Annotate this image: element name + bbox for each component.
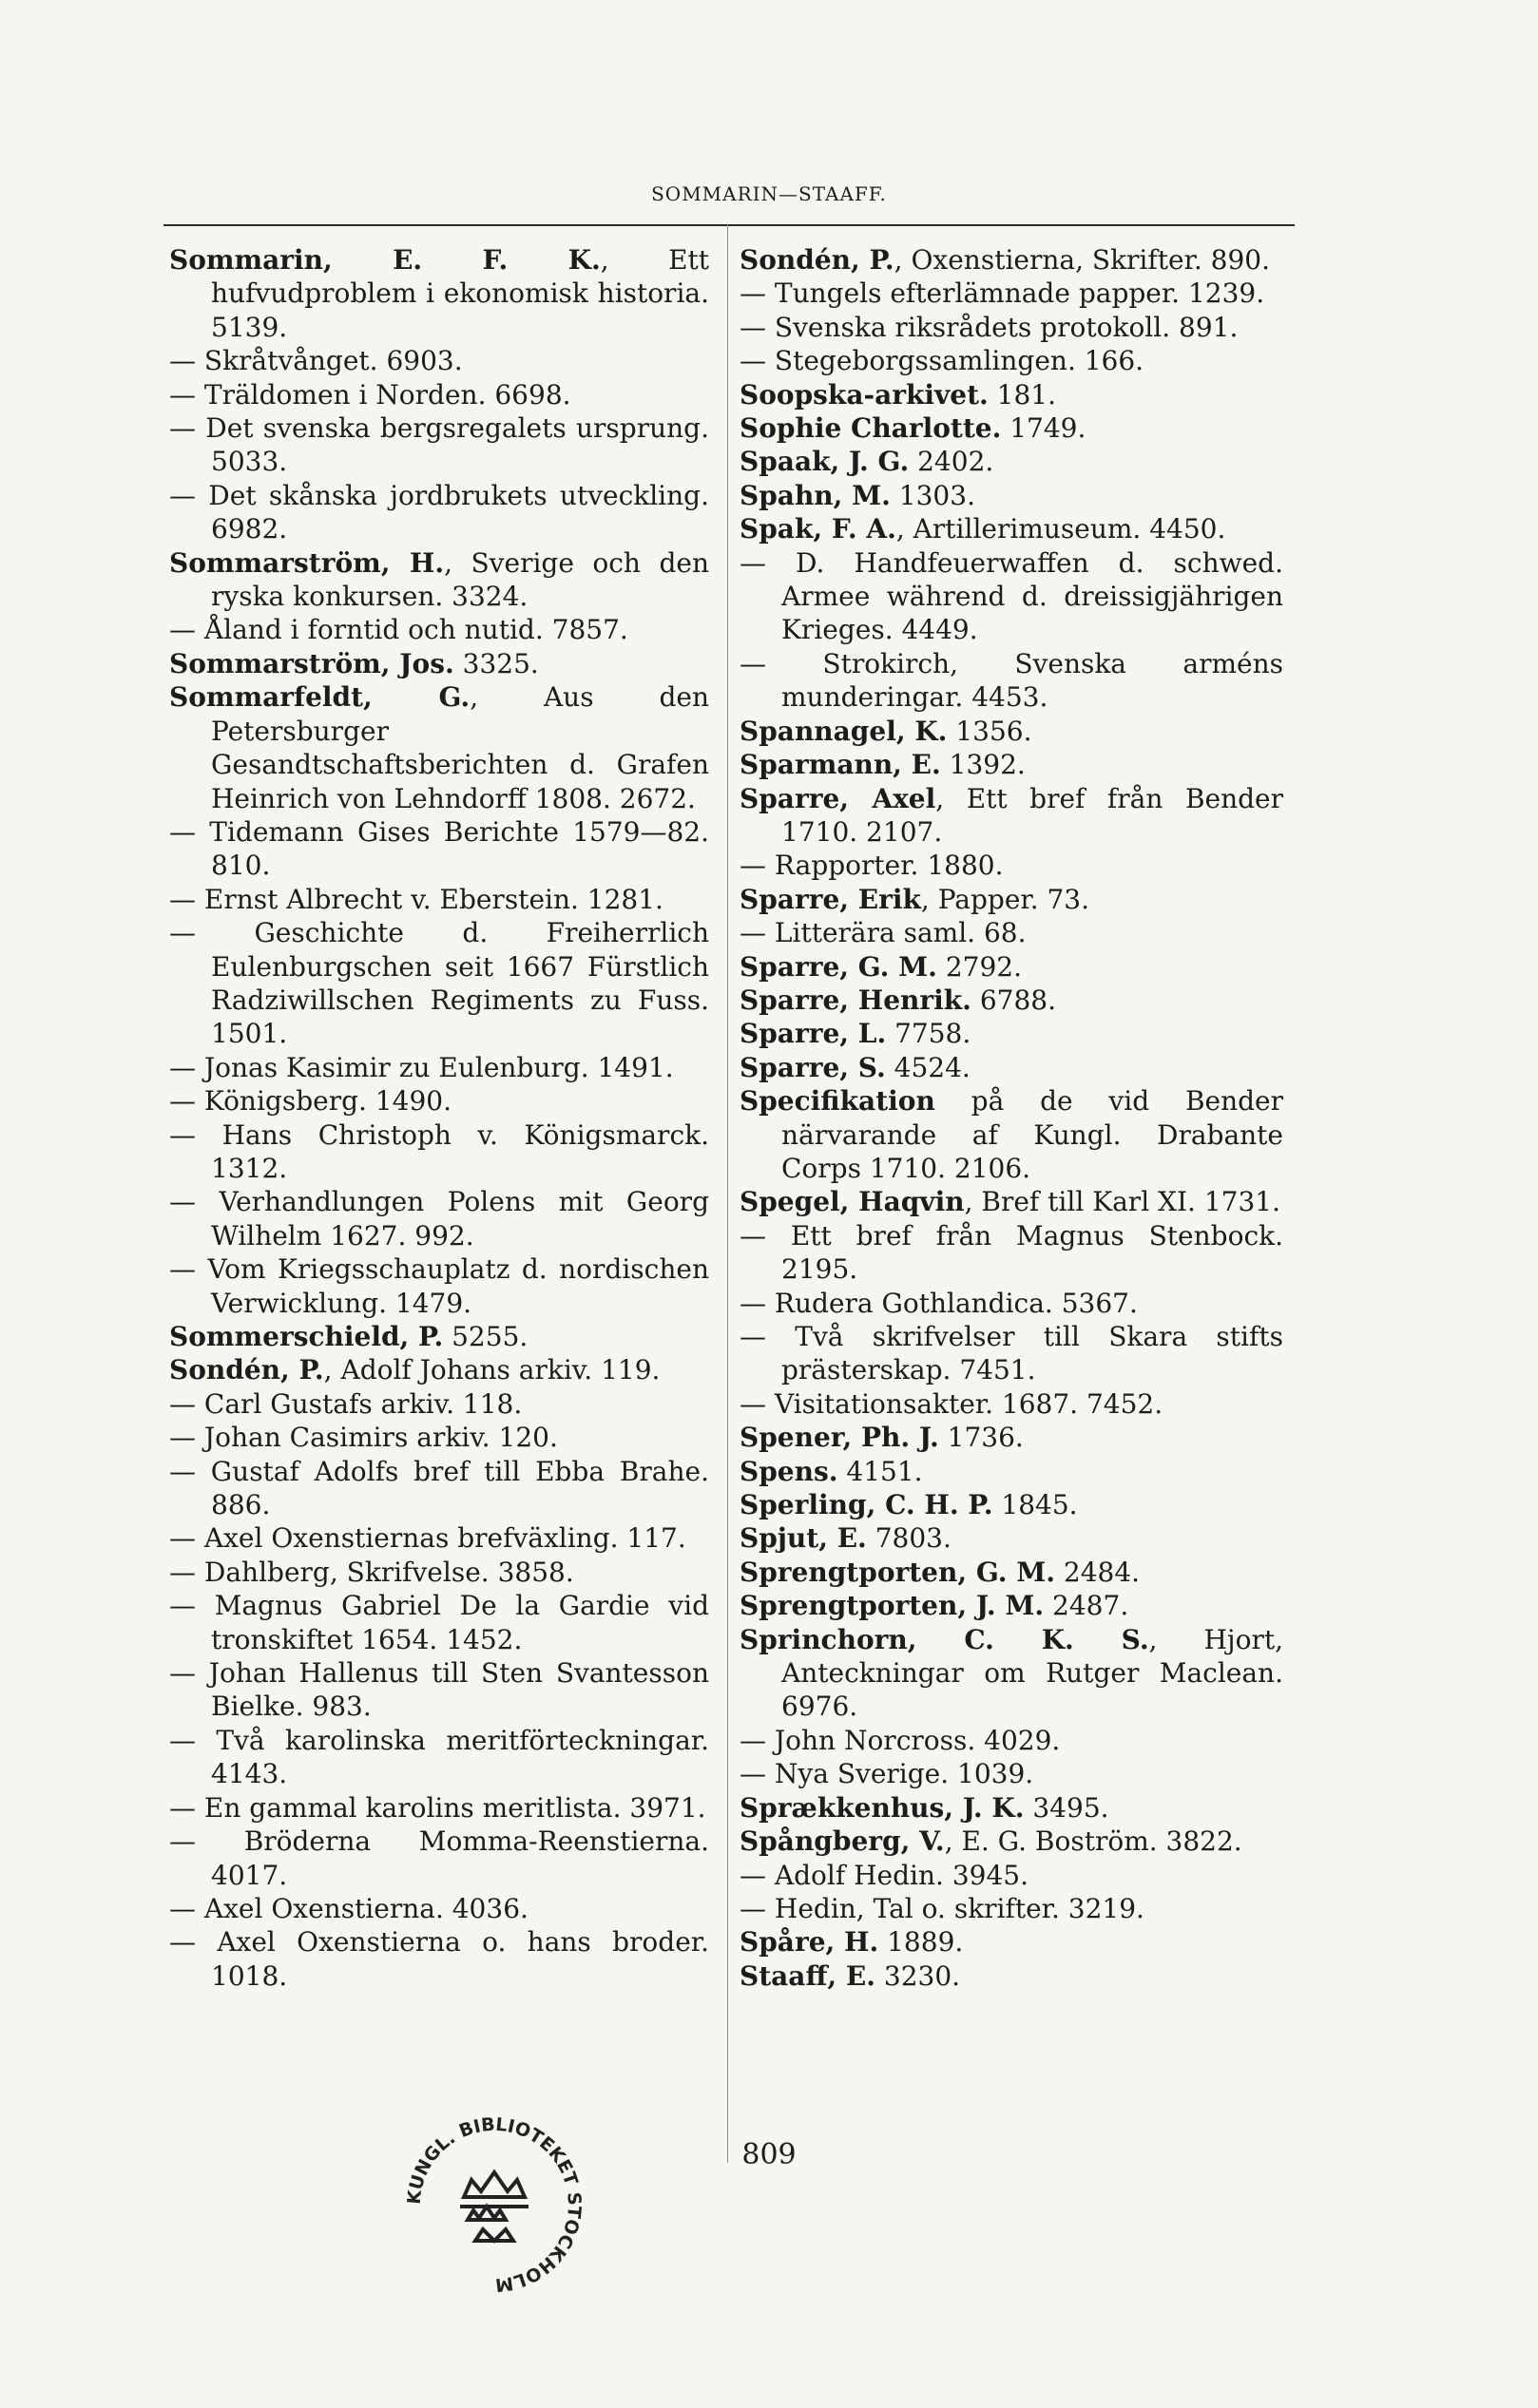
right-entry: [740, 1925, 1283, 1959]
entry-text: 2487.: [1044, 1590, 1129, 1622]
entry-headword: Sparre, Axel: [740, 782, 936, 814]
entry-headword: Sommarin, E. F. K.: [169, 244, 601, 276]
entry-text: 3495.: [1024, 1791, 1109, 1824]
right-entry: [740, 1219, 1283, 1287]
entry-text: — En gammal karolins meritlista. 3971.: [169, 1791, 706, 1824]
right-entry: [740, 1623, 1283, 1724]
entry-text: , Adolf Johans arkiv. 119.: [323, 1354, 661, 1386]
entry-text: 1736.: [938, 1422, 1024, 1454]
right-entry: [740, 1017, 1283, 1050]
entry-text: 1845.: [992, 1489, 1078, 1521]
entry-text: 7803.: [866, 1522, 952, 1555]
right-entry: [740, 782, 1283, 850]
right-entry: [740, 1859, 1283, 1892]
right-entry: [740, 950, 1283, 984]
entry-text: 4524.: [885, 1051, 971, 1083]
right-entry: [740, 883, 1283, 916]
entry-text: — Jonas Kasimir zu Eulenburg. 1491.: [169, 1051, 674, 1083]
entry-text: — Två karolinska meritförteckningar. 4143.: [169, 1724, 709, 1790]
entry-text: — Dahlberg, Skrifvelse. 3858.: [169, 1556, 574, 1588]
left-entry: [169, 613, 709, 646]
left-entry: [169, 378, 709, 411]
right-entry: [740, 1757, 1283, 1790]
entry-headword: Sommarström, H.: [169, 546, 445, 579]
stamp-text: KUNGL. BIBLIOTEKET STOCKHOLM: [403, 2113, 586, 2296]
right-entry: [740, 748, 1283, 781]
right-entry: [740, 1791, 1283, 1825]
left-entry: [169, 1724, 709, 1791]
left-entry: [169, 1791, 709, 1825]
entry-text: — Visitationsakter. 1687. 7452.: [740, 1387, 1163, 1420]
entry-text: — Hedin, Tal o. skrifter. 3219.: [740, 1892, 1144, 1924]
left-entry: [169, 1387, 709, 1421]
left-entry: [169, 1589, 709, 1656]
entry-text: — Rapporter. 1880.: [740, 850, 1004, 882]
entry-text: — Königsberg. 1490.: [169, 1085, 452, 1118]
left-entry: [169, 1185, 709, 1252]
right-entry: [740, 1185, 1283, 1218]
entry-text: 5255.: [443, 1321, 529, 1352]
entry-text: 1749.: [1001, 412, 1086, 445]
left-entry: [169, 680, 709, 815]
left-entry: [169, 243, 709, 344]
entry-headword: Sparre, Henrik.: [740, 984, 971, 1016]
right-entry: [740, 984, 1283, 1017]
entry-text: 4151.: [837, 1455, 923, 1487]
entry-text: — Bröderna Momma-Reenstierna. 4017.: [169, 1825, 709, 1891]
left-entry: [169, 1320, 709, 1353]
entry-text: — Skråtvånget. 6903.: [169, 345, 463, 377]
entry-headword: Sparre, Erik: [740, 883, 921, 915]
entry-text: 3325.: [453, 647, 539, 679]
left-entry: [169, 1421, 709, 1454]
entry-text: 7758.: [886, 1018, 971, 1050]
entry-headword: Sondén, P.: [169, 1354, 324, 1386]
entry-text: 2402.: [909, 446, 994, 478]
entry-text: , Aus den Petersburger Gesandtschaftsberichten d. Grafen Heinrich von Lehndorff 1808. 2672.: [211, 681, 709, 814]
left-entry: [169, 1892, 709, 1925]
right-entry: [740, 715, 1283, 748]
left-entry: [169, 1051, 709, 1084]
entry-text: 2484.: [1055, 1556, 1141, 1588]
entry-text: , Oxenstierna, Skrifter. 890.: [894, 244, 1271, 276]
entry-text: — Carl Gustafs arkiv. 118.: [169, 1387, 523, 1420]
right-entry: [740, 1455, 1283, 1488]
entry-text: — Träldomen i Norden. 6698.: [169, 378, 571, 411]
right-entry: [740, 243, 1283, 277]
left-entry: [169, 479, 709, 546]
entry-text: — Axel Oxenstierna. 4036.: [169, 1892, 529, 1924]
page-number: 809: [741, 2138, 797, 2171]
entry-text: — Gustaf Adolfs bref till Ebba Brahe. 886.: [169, 1455, 709, 1521]
right-entry: [740, 1387, 1283, 1421]
entry-text: — Geschichte d. Freiherrlich Eulenburgschen seit 1667 Fürstlich Radziwillschen Regiments zu Fuss. 1501.: [169, 917, 709, 1050]
left-entry: [169, 916, 709, 1051]
right-entry: [740, 479, 1283, 512]
entry-text: — Det svenska bergsregalets ursprung. 5033.: [169, 412, 709, 478]
right-entry: [740, 344, 1283, 377]
entry-text: — Svenska riksrådets protokoll. 891.: [740, 311, 1239, 343]
entry-text: , Artillerimuseum. 4450.: [895, 513, 1226, 545]
left-entry: [169, 1353, 709, 1386]
entry-headword: Spannagel, K.: [740, 715, 948, 747]
entry-text: — Stegeborgssamlingen. 166.: [740, 345, 1144, 377]
right-entry: [740, 1556, 1283, 1589]
left-entry: [169, 1118, 709, 1186]
right-entry: [740, 1488, 1283, 1521]
entry-headword: Spener, Ph. J.: [740, 1422, 939, 1454]
entry-text: — Rudera Gothlandica. 5367.: [740, 1287, 1138, 1319]
entry-text: 1356.: [947, 715, 1032, 747]
left-entry: [169, 1521, 709, 1555]
entry-headword: Spens.: [740, 1455, 838, 1487]
entry-headword: Sparre, S.: [740, 1051, 886, 1083]
right-entry: [740, 1589, 1283, 1622]
entry-headword: Specifikation: [740, 1085, 935, 1118]
entry-text: på de vid Bender närvarande af Kungl. Drabante Corps 1710. 2106.: [781, 1085, 1283, 1184]
entry-headword: Staaff, E.: [740, 1959, 876, 1992]
left-entry: [169, 1925, 709, 1993]
entry-text: , Papper. 73.: [920, 883, 1090, 915]
entry-text: — Strokirch, Svenska arméns munderingar. 4453.: [740, 647, 1283, 714]
entry-headword: Sperling, C. H. P.: [740, 1489, 993, 1521]
entry-text: — Det skånska jordbrukets utveckling. 6982.: [169, 479, 709, 545]
entry-text: — Tungels efterlämnade papper. 1239.: [740, 277, 1265, 310]
entry-headword: Spaak, J. G.: [740, 446, 910, 478]
entry-headword: Sommarström, Jos.: [169, 647, 454, 679]
left-entry: [169, 647, 709, 680]
entry-text: — Adolf Hedin. 3945.: [740, 1859, 1029, 1891]
left-entry: [169, 883, 709, 916]
right-entry: [740, 411, 1283, 445]
entry-headword: Sprengtporten, J. M.: [740, 1590, 1045, 1622]
entry-text: — D. Handfeuerwaffen d. schwed. Armee während d. dreissigjährigen Krieges. 4449.: [740, 546, 1283, 646]
right-entry: [740, 311, 1283, 344]
entry-text: — Johan Hallenus till Sten Svantesson Bielke. 983.: [169, 1657, 709, 1723]
entry-text: , Sverige och den ryska konkursen. 3324.: [211, 546, 709, 613]
left-column: [169, 243, 709, 1993]
entry-headword: Spak, F. A.: [740, 513, 896, 545]
entry-headword: Spahn, M.: [740, 479, 891, 511]
entry-text: , E. G. Boström. 3822.: [944, 1825, 1242, 1858]
left-entry: [169, 1455, 709, 1522]
entry-headword: Sommarfeldt, G.: [169, 681, 471, 714]
column-divider: [727, 224, 728, 2163]
entry-text: — Ernst Albrecht v. Eberstein. 1281.: [169, 883, 663, 915]
entry-text: 3230.: [875, 1959, 961, 1992]
entry-headword: Sommerschield, P.: [169, 1321, 444, 1352]
entry-text: — Två skrifvelser till Skara stifts prästerskap. 7451.: [740, 1321, 1283, 1386]
entry-text: — Litterära saml. 68.: [740, 917, 1027, 949]
crown-seal-icon: [399, 2110, 589, 2300]
entry-text: 181.: [988, 378, 1057, 411]
entry-headword: Sparmann, E.: [740, 749, 941, 781]
entry-headword: Spåre, H.: [740, 1926, 879, 1959]
entry-text: — Vom Kriegsschauplatz d. nordischen Verwicklung. 1479.: [169, 1253, 709, 1319]
entry-text: 1303.: [890, 479, 975, 511]
right-entry: [740, 849, 1283, 882]
left-entry: [169, 546, 709, 614]
left-entry: [169, 1656, 709, 1724]
left-entry: [169, 1825, 709, 1892]
entry-text: — Nya Sverige. 1039.: [740, 1758, 1034, 1790]
entry-text: — Johan Casimirs arkiv. 120.: [169, 1422, 558, 1454]
entry-text: , Bref till Karl XI. 1731.: [964, 1186, 1280, 1218]
entry-text: , Hjort, Anteckningar om Rutger Maclean. 6976.: [781, 1623, 1283, 1723]
entry-text: — Magnus Gabriel De la Gardie vid tronskiftet 1654. 1452.: [169, 1590, 709, 1655]
entry-headword: Sprengtporten, G. M.: [740, 1556, 1055, 1588]
right-entry: [740, 1084, 1283, 1185]
left-entry: [169, 1252, 709, 1320]
right-entry: [740, 512, 1283, 545]
entry-headword: Spångberg, V.: [740, 1825, 945, 1858]
entry-headword: Sparre, L.: [740, 1018, 887, 1050]
right-entry: [740, 647, 1283, 715]
entry-text: — Axel Oxenstiernas brefväxling. 117.: [169, 1522, 686, 1555]
entry-text: 6788.: [971, 984, 1056, 1016]
right-column: [740, 243, 1283, 1993]
left-entry: [169, 411, 709, 479]
right-entry: [740, 445, 1283, 478]
entry-text: — John Norcross. 4029.: [740, 1724, 1061, 1756]
entry-headword: Sparre, G. M.: [740, 950, 937, 983]
entry-text: — Åland i forntid och nutid. 7857.: [169, 614, 628, 646]
entry-text: — Verhandlungen Polens mit Georg Wilhelm 1627. 992.: [169, 1186, 709, 1252]
entry-text: 2792.: [936, 950, 1022, 983]
right-entry: [740, 1892, 1283, 1925]
library-stamp: [399, 2110, 589, 2300]
right-entry: [740, 1421, 1283, 1454]
running-head: SOMMARIN—STAAFF.: [651, 182, 887, 205]
entry-text: — Ett bref från Magnus Stenbock. 2195.: [740, 1219, 1283, 1286]
right-entry: [740, 1724, 1283, 1757]
right-entry: [740, 1959, 1283, 1993]
right-entry: [740, 378, 1283, 411]
right-entry: [740, 1825, 1283, 1858]
entry-text: , Ett bref från Bender 1710. 2107.: [781, 782, 1283, 848]
right-entry: [740, 1320, 1283, 1387]
entry-text: 1889.: [878, 1926, 964, 1959]
entry-text: — Tidemann Gises Berichte 1579—82. 810.: [169, 815, 709, 882]
entry-headword: Sondén, P.: [740, 244, 894, 276]
right-entry: [740, 1051, 1283, 1084]
left-entry: [169, 815, 709, 883]
entry-text: , Ett hufvudproblem i ekonomisk historia. 5139.: [211, 244, 710, 343]
entry-text: — Hans Christoph v. Königsmarck. 1312.: [169, 1118, 709, 1184]
entry-headword: Spjut, E.: [740, 1522, 867, 1555]
right-entry: [740, 1287, 1283, 1320]
entry-headword: Sophie Charlotte.: [740, 412, 1002, 445]
entry-headword: Sprinchorn, C. K. S.: [740, 1623, 1149, 1655]
entry-text: — Axel Oxenstierna o. hans broder. 1018.: [169, 1926, 709, 1992]
left-entry: [169, 1084, 709, 1118]
entry-headword: Spegel, Haqvin: [740, 1186, 965, 1218]
left-entry: [169, 344, 709, 377]
entry-headword: Soopska-arkivet.: [740, 378, 989, 411]
header-rule: [163, 224, 1295, 226]
entry-text: 1392.: [940, 749, 1026, 781]
left-entry: [169, 1556, 709, 1589]
entry-headword: Sprækkenhus, J. K.: [740, 1791, 1025, 1824]
right-entry: [740, 916, 1283, 949]
right-entry: [740, 1521, 1283, 1555]
right-entry: [740, 546, 1283, 647]
right-entry: [740, 277, 1283, 310]
